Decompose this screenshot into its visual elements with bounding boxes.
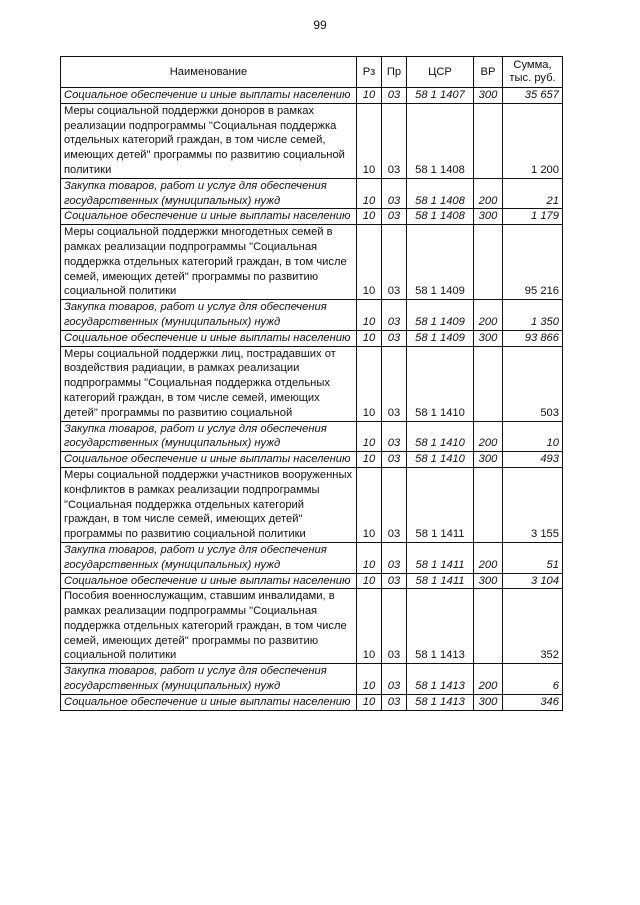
- table-row: [61, 452, 563, 468]
- cell-rz: 10: [357, 664, 382, 695]
- cell-csr: 58 1 1410: [407, 452, 474, 468]
- cell-rz: 10: [357, 452, 382, 468]
- cell-pr: 03: [382, 452, 407, 468]
- header-rz: Рз: [357, 57, 382, 88]
- cell-pr: 03: [382, 209, 407, 225]
- cell-vr: 200: [474, 300, 503, 331]
- cell-rz: 10: [357, 330, 382, 346]
- cell-csr: 58 1 1408: [407, 209, 474, 225]
- cell-csr: 58 1 1413: [407, 664, 474, 695]
- cell-name: Закупка товаров, работ и услуг для обеспечения государственных (муниципальных) нужд: [61, 300, 357, 331]
- cell-rz: 10: [357, 300, 382, 331]
- cell-rz: 10: [357, 542, 382, 573]
- cell-csr: 58 1 1413: [407, 694, 474, 710]
- cell-vr: 200: [474, 178, 503, 209]
- cell-pr: 03: [382, 573, 407, 589]
- cell-csr: 58 1 1411: [407, 573, 474, 589]
- cell-vr: 300: [474, 694, 503, 710]
- cell-vr: 300: [474, 452, 503, 468]
- cell-pr: 03: [382, 178, 407, 209]
- cell-sum: 51: [503, 542, 563, 573]
- header-name: Наименование: [61, 57, 357, 88]
- cell-csr: 58 1 1410: [407, 346, 474, 421]
- cell-name: Закупка товаров, работ и услуг для обеспечения государственных (муниципальных) нужд: [61, 421, 357, 452]
- cell-name: Меры социальной поддержки многодетных семей в рамках реализации подпрограммы "Социальная поддержка отдельных категорий граждан, в том числе семей, имеющих детей" программы по развитию социальной политики: [61, 225, 357, 300]
- cell-rz: 10: [357, 88, 382, 104]
- table-header-row: [61, 57, 563, 88]
- header-sum: Сумма, тыс. руб.: [503, 57, 563, 88]
- cell-sum: 503: [503, 346, 563, 421]
- cell-pr: 03: [382, 589, 407, 664]
- table-row: [61, 573, 563, 589]
- cell-sum: 6: [503, 664, 563, 695]
- table-row: [61, 467, 563, 542]
- cell-pr: 03: [382, 421, 407, 452]
- cell-sum: 346: [503, 694, 563, 710]
- cell-name: Меры социальной поддержки лиц, пострадавших от воздействия радиации, в рамках реализации подпрограммы "Социальная поддержка отдельных категорий граждан, в том числе семей, имеющих детей" программы по развитию социальной: [61, 346, 357, 421]
- table-row: [61, 103, 563, 178]
- cell-pr: 03: [382, 467, 407, 542]
- cell-vr: 200: [474, 421, 503, 452]
- header-vr: ВР: [474, 57, 503, 88]
- cell-name: Социальное обеспечение и иные выплаты населению: [61, 330, 357, 346]
- table-row: [61, 330, 563, 346]
- cell-csr: 58 1 1408: [407, 178, 474, 209]
- cell-vr: 300: [474, 209, 503, 225]
- cell-rz: 10: [357, 589, 382, 664]
- cell-pr: 03: [382, 694, 407, 710]
- cell-pr: 03: [382, 225, 407, 300]
- cell-rz: 10: [357, 225, 382, 300]
- table-body: [61, 88, 563, 711]
- page-number: 99: [313, 18, 327, 32]
- cell-name: Социальное обеспечение и иные выплаты населению: [61, 209, 357, 225]
- cell-sum: 93 866: [503, 330, 563, 346]
- cell-vr: [474, 346, 503, 421]
- cell-vr: 300: [474, 573, 503, 589]
- cell-pr: 03: [382, 346, 407, 421]
- cell-pr: 03: [382, 542, 407, 573]
- cell-name: Закупка товаров, работ и услуг для обеспечения государственных (муниципальных) нужд: [61, 542, 357, 573]
- cell-vr: [474, 103, 503, 178]
- cell-rz: 10: [357, 467, 382, 542]
- cell-sum: 3 104: [503, 573, 563, 589]
- cell-pr: 03: [382, 88, 407, 104]
- cell-vr: [474, 589, 503, 664]
- cell-name: Пособия военнослужащим, ставшим инвалидами, в рамках реализации подпрограммы "Социальная поддержка отдельных категорий граждан, в том числе семей, имеющих детей" программы по развитию социальной политики: [61, 589, 357, 664]
- cell-name: Социальное обеспечение и иные выплаты населению: [61, 88, 357, 104]
- cell-sum: 35 657: [503, 88, 563, 104]
- cell-pr: 03: [382, 330, 407, 346]
- cell-sum: 1 200: [503, 103, 563, 178]
- cell-csr: 58 1 1410: [407, 421, 474, 452]
- cell-name: Закупка товаров, работ и услуг для обеспечения государственных (муниципальных) нужд: [61, 664, 357, 695]
- table-row: [61, 209, 563, 225]
- cell-sum: 1 350: [503, 300, 563, 331]
- cell-vr: 200: [474, 664, 503, 695]
- cell-name: Социальное обеспечение и иные выплаты населению: [61, 573, 357, 589]
- cell-csr: 58 1 1413: [407, 589, 474, 664]
- cell-csr: 58 1 1411: [407, 467, 474, 542]
- cell-vr: [474, 467, 503, 542]
- cell-vr: [474, 225, 503, 300]
- cell-pr: 03: [382, 103, 407, 178]
- table-row: [61, 694, 563, 710]
- cell-rz: 10: [357, 178, 382, 209]
- cell-name: Социальное обеспечение и иные выплаты населению: [61, 452, 357, 468]
- cell-rz: 10: [357, 421, 382, 452]
- table-row: [61, 178, 563, 209]
- table-row: [61, 542, 563, 573]
- table-row: [61, 589, 563, 664]
- cell-sum: 10: [503, 421, 563, 452]
- budget-table: [60, 56, 563, 711]
- cell-rz: 10: [357, 573, 382, 589]
- table-row: [61, 421, 563, 452]
- cell-sum: 3 155: [503, 467, 563, 542]
- cell-vr: 300: [474, 88, 503, 104]
- cell-name: Меры социальной поддержки участников вооруженных конфликтов в рамках реализации подпрограммы "Социальная поддержка отдельных категорий граждан, в том числе семей, имеющих детей" программы по развитию социальной политики: [61, 467, 357, 542]
- cell-pr: 03: [382, 664, 407, 695]
- cell-rz: 10: [357, 346, 382, 421]
- header-pr: Пр: [382, 57, 407, 88]
- cell-vr: 300: [474, 330, 503, 346]
- cell-sum: 493: [503, 452, 563, 468]
- cell-name: Закупка товаров, работ и услуг для обеспечения государственных (муниципальных) нужд: [61, 178, 357, 209]
- cell-csr: 58 1 1409: [407, 300, 474, 331]
- header-csr: ЦСР: [407, 57, 474, 88]
- cell-csr: 58 1 1409: [407, 225, 474, 300]
- cell-csr: 58 1 1411: [407, 542, 474, 573]
- cell-rz: 10: [357, 103, 382, 178]
- cell-csr: 58 1 1408: [407, 103, 474, 178]
- cell-rz: 10: [357, 209, 382, 225]
- cell-pr: 03: [382, 300, 407, 331]
- cell-name: Меры социальной поддержки доноров в рамках реализации подпрограммы "Социальная поддержка отдельных категорий граждан, в том числе семей, имеющих детей" программы по развитию социальной политики: [61, 103, 357, 178]
- cell-sum: 21: [503, 178, 563, 209]
- cell-csr: 58 1 1407: [407, 88, 474, 104]
- cell-sum: 95 216: [503, 225, 563, 300]
- cell-sum: 1 179: [503, 209, 563, 225]
- table-row: [61, 225, 563, 300]
- table-row: [61, 300, 563, 331]
- cell-sum: 352: [503, 589, 563, 664]
- table-row: [61, 88, 563, 104]
- cell-name: Социальное обеспечение и иные выплаты населению: [61, 694, 357, 710]
- cell-rz: 10: [357, 694, 382, 710]
- table-row: [61, 346, 563, 421]
- table-row: [61, 664, 563, 695]
- cell-vr: 200: [474, 542, 503, 573]
- cell-csr: 58 1 1409: [407, 330, 474, 346]
